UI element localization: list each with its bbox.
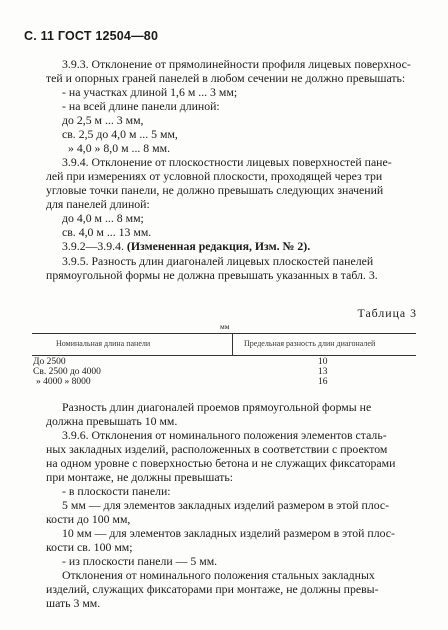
table-units: мм xyxy=(220,322,230,331)
table-caption: Таблица 3 xyxy=(357,306,417,320)
text-line: 3.9.5. Разность длин диагоналей лицевых плоскостей панелей xyxy=(62,254,374,268)
text-line: - из плоскости панели — 5 мм. xyxy=(62,554,218,568)
text-line: Отклонения от номинального положения стальных закладных xyxy=(62,568,375,582)
text-line: 5 мм — для элементов закладных изделий размером в этой плос- xyxy=(62,498,390,512)
table-top-rule xyxy=(32,333,416,334)
text-line: 3.9.6. Отклонения от номинального положения элементов сталь- xyxy=(62,428,387,442)
table-cell-value: 13 xyxy=(318,367,328,377)
table-cell-length: » 4000 » 8000 xyxy=(36,377,91,387)
text-line: кости св. 100 мм; xyxy=(46,540,133,554)
table-cell-value: 16 xyxy=(318,377,328,387)
text-line: на одном уровне с поверхностью бетона и не служащих фиксаторами xyxy=(46,456,396,470)
table-header-rule xyxy=(32,355,416,356)
text-line: шать 3 мм. xyxy=(46,596,101,610)
text-line: при монтаже, не должны превышать: xyxy=(46,470,234,484)
text-line: кости до 100 мм, xyxy=(46,512,131,526)
text-line: для панелей длиной: xyxy=(46,197,150,211)
text-line: до 4,0 м ... 8 мм; xyxy=(62,211,144,225)
text-line: лей при измерениях от условной плоскости, проходящей через три xyxy=(46,169,383,183)
text-line: до 2,5 м ... 3 мм, xyxy=(62,113,144,127)
amendment-note: (Измененная редакция, Изм. № 2). xyxy=(126,239,311,253)
text-line: ных закладных изделий, расположенных в соответствии с проектом xyxy=(46,442,388,456)
text-line: - на участках длиной 1,6 м ... 3 мм; xyxy=(62,85,238,99)
table-cell-length: Св. 2500 до 4000 xyxy=(33,367,101,377)
amendment-line xyxy=(62,239,310,253)
text-line: св. 4,0 м ... 13 мм. xyxy=(62,225,152,239)
table-header-difference: Предельная разность длин диагоналей xyxy=(244,339,376,348)
text-line: Разность длин диагоналей проемов прямоугольной формы не xyxy=(62,400,372,414)
text-line: 3.9.4. Отклонение от плоскостности лицевых поверхностей пане- xyxy=(62,155,392,169)
text-line: должна превышать 10 мм. xyxy=(46,414,178,428)
table-cell-length: До 2500 xyxy=(33,357,66,367)
text-line: прямоугольной формы не должна превышать указанных в табл. 3. xyxy=(46,268,378,282)
text-line: изделий, служащих фиксаторами при монтаже, не должны превы- xyxy=(46,582,379,596)
amendment-ref: 3.9.2—3.9.4. xyxy=(62,239,124,253)
text-line: » 4,0 » 8,0 м ... 8 мм. xyxy=(68,141,171,155)
text-line: - в плоскости панели: xyxy=(62,484,171,498)
table-cell-value: 10 xyxy=(318,357,328,367)
text-line: 3.9.3. Отклонение от прямолинейности профиля лицевых поверхнос- xyxy=(62,57,411,71)
text-line: 10 мм — для элементов закладных изделий размером в этой плос- xyxy=(62,526,395,540)
text-line: св. 2,5 до 4,0 м ... 5 мм, xyxy=(62,127,178,141)
text-line: угловые точки панели, не должно превышать следующих значений xyxy=(46,183,384,197)
text-line: тей и опорных граней панелей в любом сечении не должно превышать: xyxy=(46,71,406,85)
text-line: - на всей длине панели длиной: xyxy=(62,99,220,113)
page-header: С. 11 ГОСТ 12504—80 xyxy=(24,29,159,43)
table-column-divider xyxy=(232,333,233,355)
table-header-length: Номинальная длина панели xyxy=(56,339,151,348)
